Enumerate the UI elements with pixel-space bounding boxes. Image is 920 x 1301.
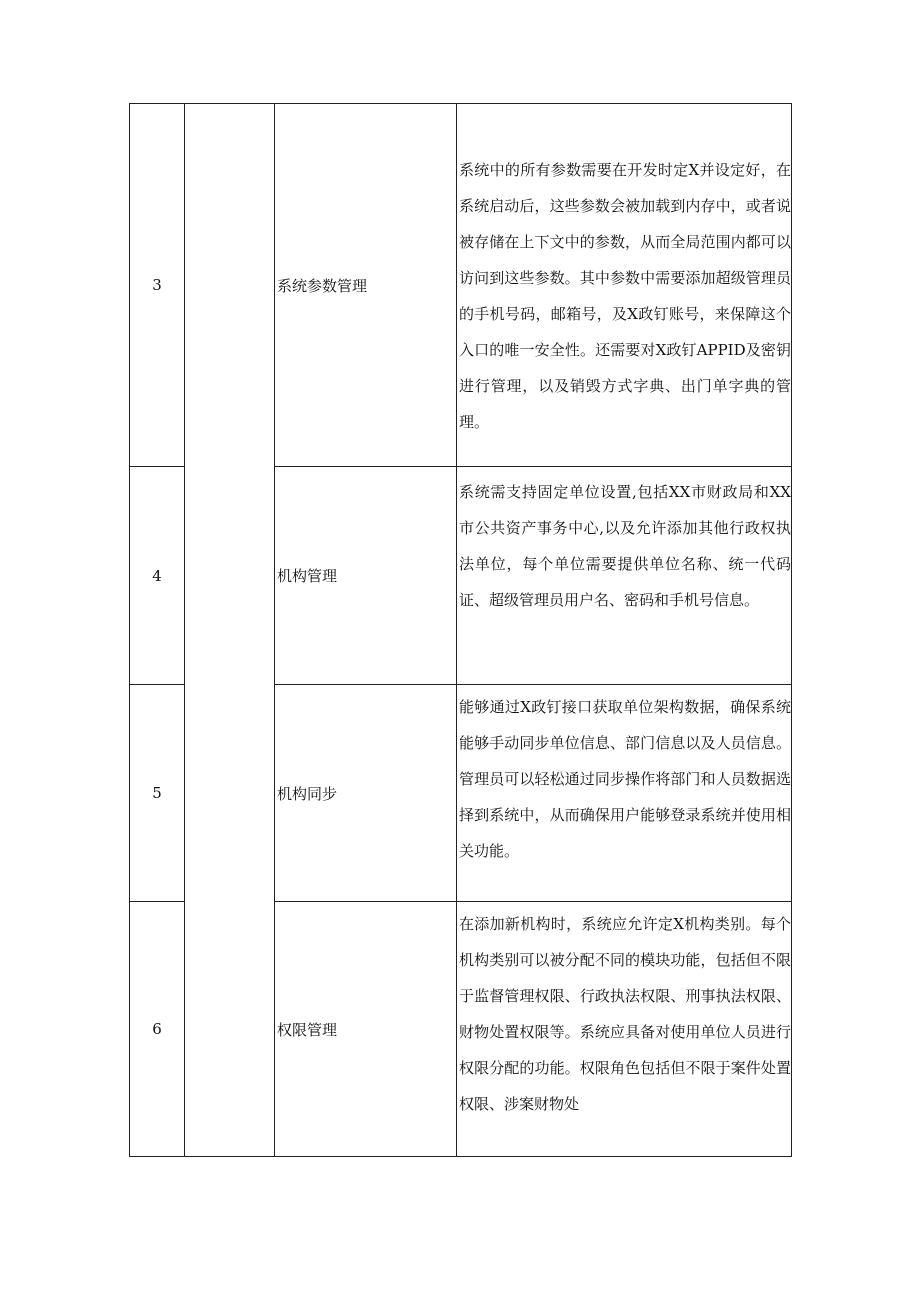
function-name-cell <box>275 902 457 1157</box>
function-description: 系统中的所有参数需要在开发时定X并设定好，在系统启动后，这些参数会被加载到内存中，或者说被存储在上下文中的参数，从而全局范围内都可以访问到这些参数。其中参数中需要添加超级管理员的手机号码，邮箱号，及X政钉账号，来保障这个入口的唯一安全性。还需要对X政钉APPID及密钥进行管理，以及销毁方式字典、出门单字典的管理。 <box>459 161 791 431</box>
module-cell <box>185 104 275 1157</box>
row-number: 5 <box>152 784 162 802</box>
row-number: 6 <box>152 1020 162 1038</box>
table-row <box>130 104 792 467</box>
description-cell <box>457 902 792 1157</box>
function-name-cell <box>275 104 457 467</box>
function-name-cell <box>275 685 457 902</box>
row-number-cell <box>130 685 185 902</box>
function-name: 机构同步 <box>277 784 338 803</box>
description-cell <box>457 104 792 467</box>
function-description: 能够通过X政钉接口获取单位架构数据，确保系统能够手动同步单位信息、部门信息以及人员信息。管理员可以轻松通过同步操作将部门和人员数据选择到系统中，从而确保用户能够登录系统并使用相关功能。 <box>459 698 791 860</box>
description-cell <box>457 685 792 902</box>
function-name: 机构管理 <box>277 567 338 585</box>
function-description: 系统需支持固定单位设置,包括XX市财政局和XX市公共资产事务中心,以及允许添加其他行政权执法单位，每个单位需要提供单位名称、统一代码证、超级管理员用户名、密码和手机号信息。 <box>459 483 791 609</box>
description-cell <box>457 467 792 685</box>
function-description: 在添加新机构时，系统应允许定X机构类别。每个机构类别可以被分配不同的模块功能，包括但不限于监督管理权限、行政执法权限、刑事执法权限、财物处置权限等。系统应具备对使用单位人员进行权限分配的功能。权限角色包括但不限于案件处置权限、涉案财物处 <box>459 915 791 1113</box>
requirements-table <box>129 103 792 1157</box>
row-number-cell <box>130 467 185 685</box>
function-name-cell <box>275 467 457 685</box>
row-number: 3 <box>152 276 162 294</box>
row-number: 4 <box>152 566 162 585</box>
row-number-cell <box>130 902 185 1157</box>
function-name: 系统参数管理 <box>277 276 368 295</box>
function-name: 权限管理 <box>277 1020 338 1039</box>
row-number-cell <box>130 104 185 467</box>
